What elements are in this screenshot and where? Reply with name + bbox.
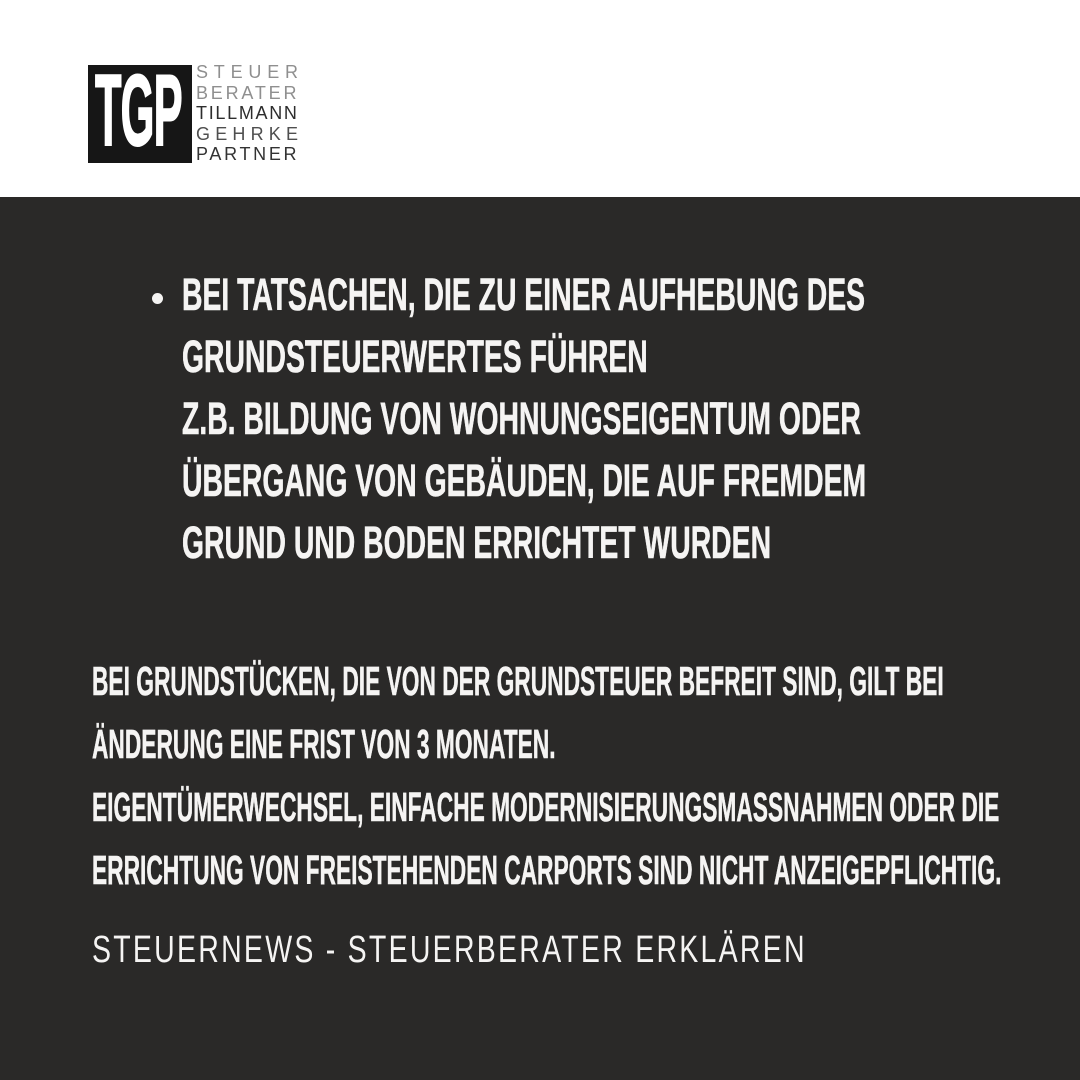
logo-wordmark bbox=[196, 62, 306, 165]
bullet-line-1: BEI TATSACHEN, DIE ZU EINER AUFHEBUNG DES bbox=[182, 269, 866, 320]
paragraph-line-3: EIGENTÜMERWECHSEL, EINFACHE MODERNISIERUNGSMASSNAHMEN ODER DIE bbox=[92, 784, 1000, 830]
bullet-line-2: GRUNDSTEUERWERTES FÜHREN bbox=[182, 331, 648, 382]
logo-square bbox=[88, 65, 192, 163]
paragraph-line-2: ÄNDERUNG EINE FRIST VON 3 MONATEN. bbox=[92, 721, 556, 767]
wordmark-line-berater: BERATER bbox=[196, 82, 300, 103]
wordmark-line-gehrke: GEHRKE bbox=[196, 123, 304, 144]
logo-monogram: TGP bbox=[95, 65, 182, 163]
footer-caption: STEUERNEWS - STEUERBERATER ERKLÄREN bbox=[92, 929, 807, 971]
bullet-line-4: ÜBERGANG VON GEBÄUDEN, DIE AUF FREMDEM bbox=[182, 455, 867, 506]
wordmark-line-partner: PARTNER bbox=[196, 144, 300, 165]
tgp-logo bbox=[88, 62, 308, 165]
wordmark-line-tillmann: TILLMANN bbox=[196, 103, 299, 124]
wordmark-line-steuer: STEUER bbox=[196, 62, 304, 82]
bullet-dot bbox=[152, 293, 163, 304]
bullet-line-3: Z.B. BILDUNG VON WOHNUNGSEIGENTUM ODER bbox=[182, 393, 861, 444]
paragraph-text-block bbox=[92, 650, 1080, 902]
bullet-text-block bbox=[182, 264, 1080, 574]
bullet-line-5: GRUND UND BODEN ERRICHTET WURDEN bbox=[182, 517, 772, 568]
content-panel bbox=[0, 197, 1080, 1080]
paragraph-line-4: ERRICHTUNG VON FREISTEHENDEN CARPORTS SIND NICHT ANZEIGEPFLICHTIG. bbox=[92, 847, 1002, 893]
paragraph-line-1: BEI GRUNDSTÜCKEN, DIE VON DER GRUNDSTEUER BEFREIT SIND, GILT BEI bbox=[92, 658, 944, 704]
header bbox=[0, 0, 1080, 197]
